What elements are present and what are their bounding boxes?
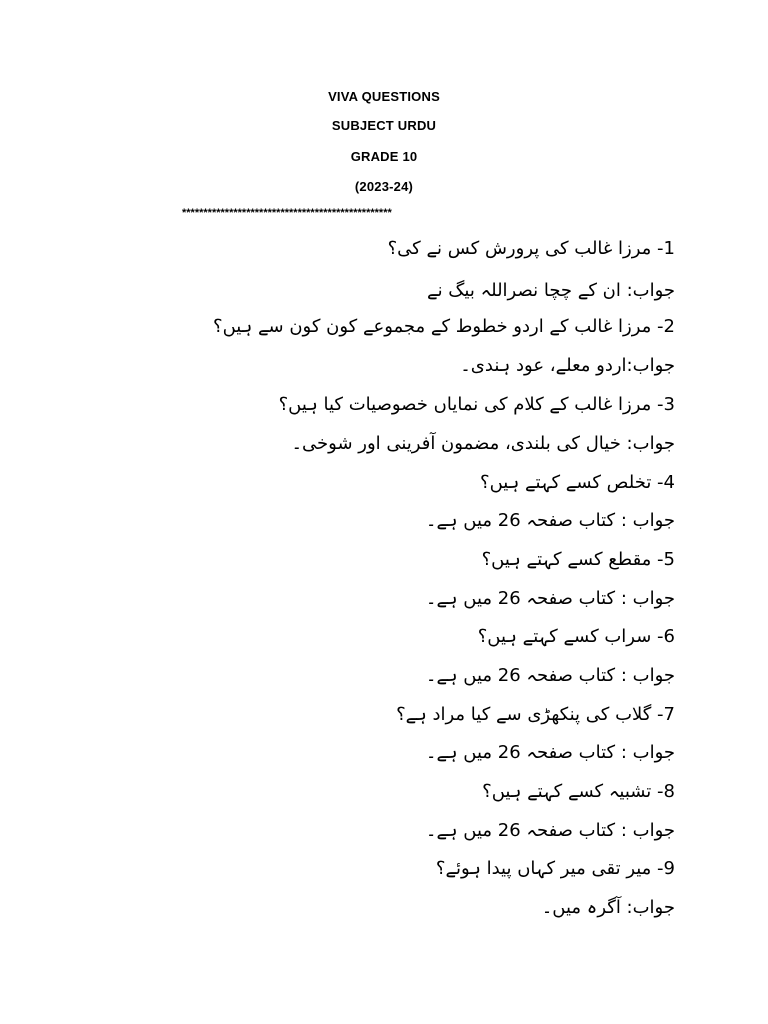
answer-6: جواب : کتاب صفحہ 26 میں ہے۔ xyxy=(425,665,675,686)
question-2: 2- مرزا غالب کے اردو خطوط کے مجموعے کون کون سے ہیں؟ xyxy=(213,316,675,337)
question-1: 1- مرزا غالب کی پرورش کس نے کی؟ xyxy=(387,238,675,259)
answer-2: جواب:اردو معلے، عود ہندی۔ xyxy=(460,355,675,376)
answer-3: جواب: خیال کی بلندی، مضمون آفرینی اور شوخی۔ xyxy=(291,433,675,454)
answer-8: جواب : کتاب صفحہ 26 میں ہے۔ xyxy=(425,820,675,841)
question-9: 9- میر تقی میر کہاں پیدا ہوئے؟ xyxy=(435,858,675,879)
answer-7: جواب : کتاب صفحہ 26 میں ہے۔ xyxy=(425,742,675,763)
answer-4: جواب : کتاب صفحہ 26 میں ہے۔ xyxy=(425,510,675,531)
doc-title: VIVA QUESTIONS xyxy=(328,89,440,104)
doc-grade: GRADE 10 xyxy=(350,149,418,164)
question-7: 7- گلاب کی پنکھڑی سے کیا مراد ہے؟ xyxy=(396,704,675,725)
question-5: 5- مقطع کسے کہتے ہیں؟ xyxy=(481,549,675,570)
asterisk-divider: ************************************************* xyxy=(182,207,392,219)
doc-subject: SUBJECT URDU xyxy=(331,118,437,133)
question-4: 4- تخلص کسے کہتے ہیں؟ xyxy=(480,472,675,493)
answer-1: جواب: ان کے چچا نصراللہ بیگ نے xyxy=(427,280,675,301)
answer-5: جواب : کتاب صفحہ 26 میں ہے۔ xyxy=(425,588,675,609)
question-8: 8- تشبیہ کسے کہتے ہیں؟ xyxy=(482,781,675,802)
answer-9: جواب: آگرہ میں۔ xyxy=(541,897,675,918)
doc-year: (2023-24) xyxy=(354,179,414,194)
question-3: 3- مرزا غالب کے کلام کی نمایاں خصوصیات کیا ہیں؟ xyxy=(278,394,675,415)
question-6: 6- سراب کسے کہتے ہیں؟ xyxy=(477,626,675,647)
